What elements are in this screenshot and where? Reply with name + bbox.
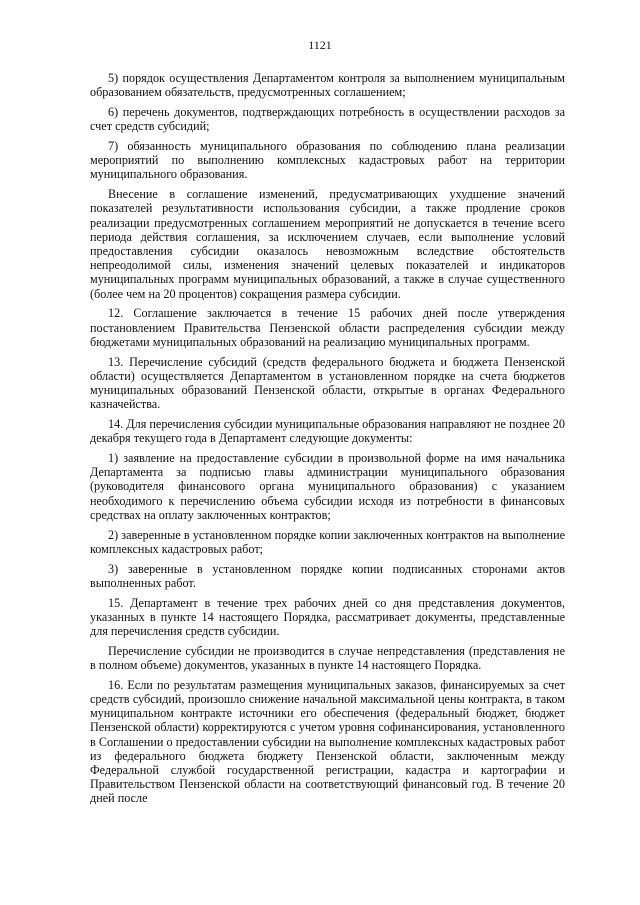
paragraph-clause-12: 12. Соглашение заключается в течение 15 рабочих дней после утверждения постановлением Правительства Пензенской области распределения субсидии между бюджетами муниципальных образований на реализацию муниципальных программ.: [90, 306, 565, 349]
paragraph-clause-14: 14. Для перечисления субсидии муниципальные образования направляют не позднее 20 декабря текущего года в Департамент следующие документы:: [90, 417, 565, 446]
paragraph-amendments: Внесение в соглашение изменений, предусматривающих ухудшение значений показателей результативности использования субсидии, а также продление сроков реализации предусмотренных соглашением мероприятий не допускается в течение всего периода действия соглашения, за исключением случаев, если выполнение условий предоставления субсидии оказалось невозможным вследствие обстоятельств непреодолимой силы, изменения значений целевых показателей и индикаторов муниципальных программ муниципальных образований, а также в случае существенного (более чем на 20 процентов) сокращения размера субсидии.: [90, 187, 565, 301]
paragraph-clause-13: 13. Перечисление субсидий (средств федерального бюджета и бюджета Пензенской области) осуществляется Департаментом в установленном порядке на счета бюджетов муниципальных образований Пензенской области, открытые в органах Федерального казначейства.: [90, 354, 565, 412]
paragraph-document-3: 3) заверенные в установленном порядке копии подписанных сторонами актов выполненных работ.: [90, 561, 565, 590]
paragraph-item-5: 5) порядок осуществления Департаментом контроля за выполнением муниципальным образованием обязательств, предусмотренных соглашением;: [90, 71, 565, 100]
paragraph-document-2: 2) заверенные в установленном порядке копии заключенных контрактов на выполнение комплексных кадастровых работ;: [90, 527, 565, 556]
page-number: 1121: [308, 38, 332, 52]
paragraph-clause-15: 15. Департамент в течение трех рабочих дней со дня представления документов, указанных в пункте 14 настоящего Порядка, рассматривает документы, представленные для перечисления средств субсидии.: [90, 595, 565, 639]
document-body: [90, 71, 565, 806]
paragraph-item-6: 6) перечень документов, подтверждающих потребность в осуществлении расходов за счет средств субсидий;: [90, 105, 565, 134]
paragraph-item-7: 7) обязанность муниципального образования по соблюдению плана реализации мероприятий по выполнению комплексных кадастровых работ на территории муниципального образования.: [90, 139, 565, 182]
paragraph-document-1: 1) заявление на предоставление субсидии в произвольной форме на имя начальника Департамента за подписью главы администрации муниципального образования (руководителя финансового органа муниципального образования) с указанием необходимого к перечислению объема субсидии исходя из потребности в финансовых средствах на оплату заключенных контрактов;: [90, 451, 565, 522]
paragraph-non-transfer: Перечисление субсидии не производится в случае непредставления (представления не в полном объеме) документов, указанных в пункте 14 настоящего Порядка.: [90, 643, 565, 673]
paragraph-clause-16: 16. Если по результатам размещения муниципальных заказов, финансируемых за счет средств субсидий, произошло снижение начальной максимальной цены контракта, в таком муниципальном контракте источники его обеспечения (федеральный бюджет, бюджет Пензенской области) корректируются с учетом уровня софинансирования, установленного в Соглашении о предоставлении субсидии на выполнение комплексных кадастровых работ из федерального бюджета бюджету Пензенской области, заключенным между Федеральной службой государственной регистрации, кадастра и картографии и Правительством Пензенской области на соответствующий финансовый год. В течение 20 дней после: [90, 677, 565, 806]
